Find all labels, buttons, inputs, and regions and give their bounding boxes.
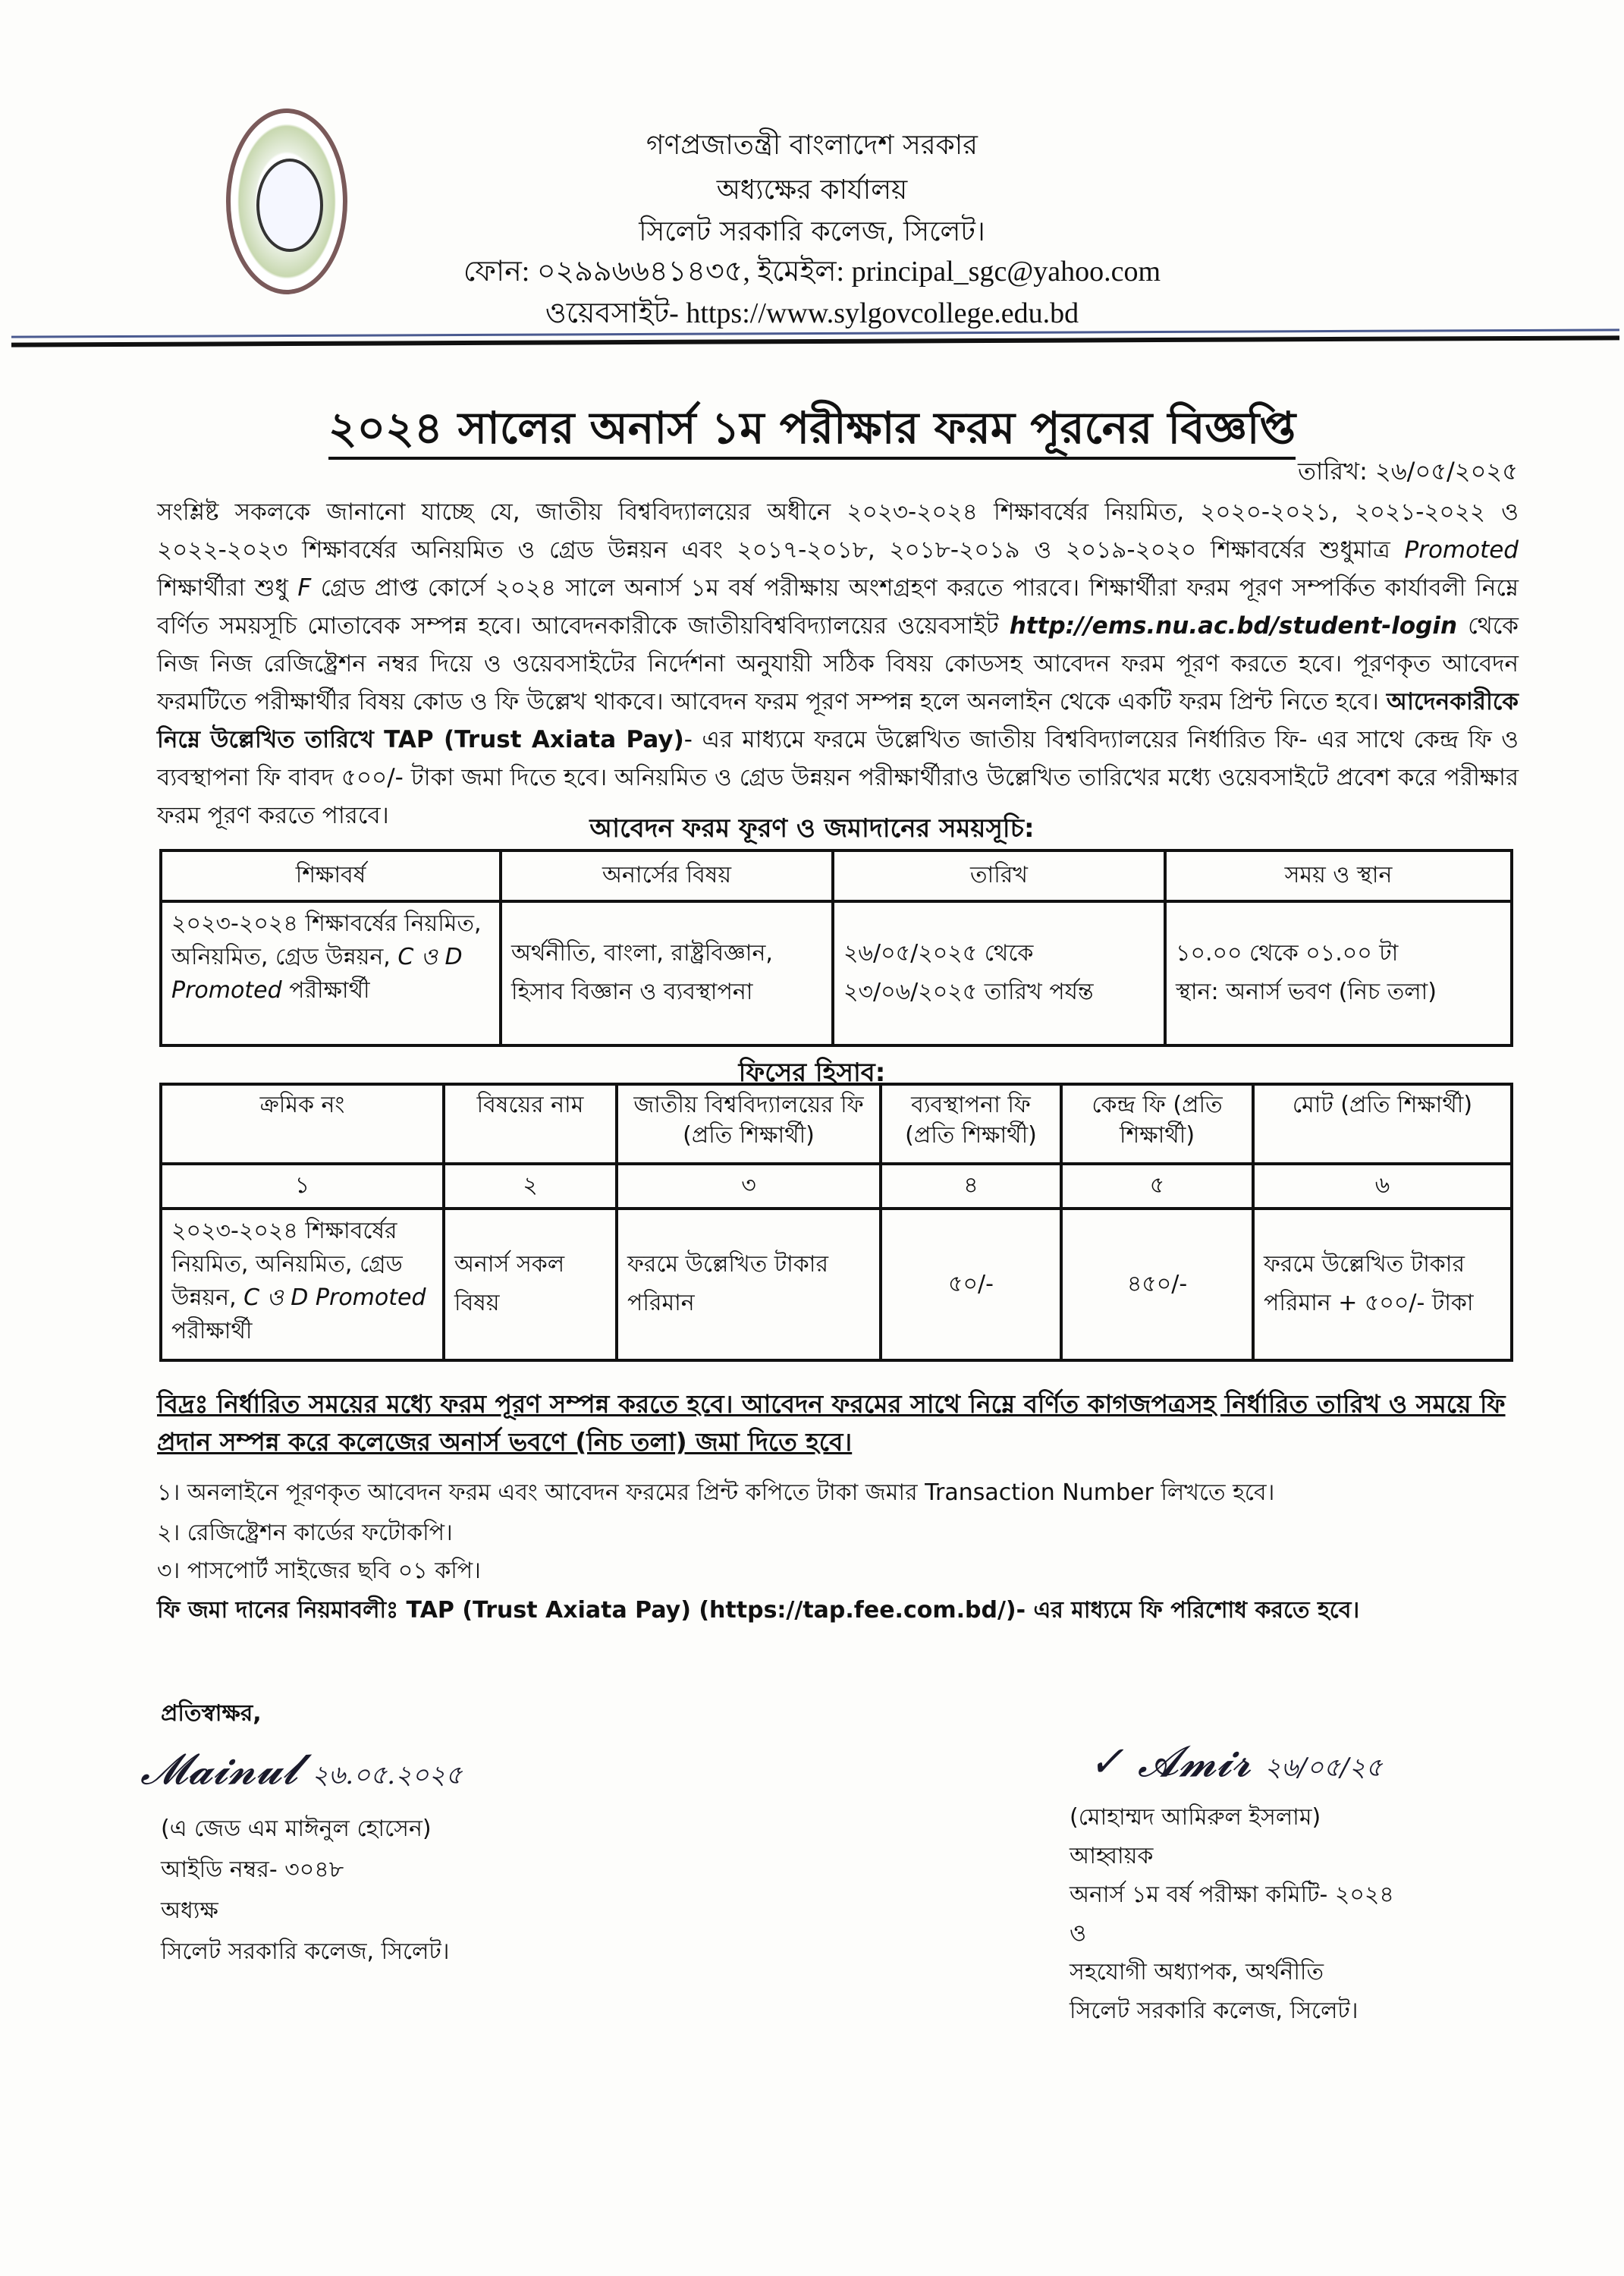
col-number: ৪: [881, 1164, 1061, 1209]
center-fee-cell: ৪৫০/-: [1061, 1209, 1253, 1360]
convener-role: আহ্বায়ক: [1070, 1843, 1154, 1869]
col-header: বিষয়ের নাম: [444, 1084, 617, 1164]
total-fee-cell: ফরমে উল্লেখিত টাকার পরিমান + ৫০০/- টাকা: [1253, 1209, 1512, 1360]
fees-table: [159, 1083, 1513, 1362]
conjunction: ও: [1070, 1920, 1087, 1947]
col-number: ১: [161, 1164, 444, 1209]
table-row: [161, 1209, 1512, 1360]
schedule-caption: আবেদন ফরম ফূরণ ও জমাদানের সময়সূচি:: [589, 813, 1035, 844]
principal-name: (এ জেড এম মাঈনুল হোসেন): [161, 1815, 432, 1842]
notice-body: সংশ্লিষ্ট সকলকে জানানো যাচ্ছে যে, জাতীয় বিশ্ববিদ্যালয়ের অধীনে ২০২৩-২০২৪ শিক্ষাবর্ষের নিয়মিত, ২০২০-২০২১, ২০২১-২০২২ ও ২০২২-২০২৩ শিক্ষাবর্ষের অনিয়মিত ও গ্রেড উন্নয়ন এবং ২০১৭-২০১৮, ২০১৮-২০১৯ ও ২০১৯-২০২০ শিক্ষাবর্ষের শুধুমাত্র Promoted শিক্ষার্থীরা শুধু F গ্রেড প্রাপ্ত কোর্সে ২০২৪ সালে অনার্স ১ম বর্ষ পরীক্ষায় অংশগ্রহণ করতে পারবে। শিক্ষার্থীরা ফরম পূরণ সম্পর্কিত কার্যাবলী নিম্নে বর্ণিত সময়সূচি মোতাবেক সম্পন্ন হবে। আবেদনকারীকে জাতীয়বিশ্ববিদ্যালয়ের ওয়েবসাইট http://ems.nu.ac.bd/student-login থেকে নিজ নিজ রেজিষ্ট্রেশন নম্বর দিয়ে ও ওয়েবসাইটের নির্দেশনা অনুযায়ী সঠিক বিষয় কোডসহ আবেদন ফরম পূরণ করতে হবে। পূরণকৃত আবেদন ফরমটিতে পরীক্ষার্থীর বিষয় কোড ও ফি উল্লেখ থাকবে। আবেদন ফরম পূরণ সম্পন্ন হলে অনলাইন থেকে একটি ফরম প্রিন্ট নিতে হবে। আদেনকারীকে নিম্নে উল্লেখিত তারিখে TAP (Trust Axiata Pay)- এর মাধ্যমে ফরমে উল্লেখিত জাতীয় বিশ্ববিদ্যালয়ের নির্ধারিত ফি- এর সাথে কেন্দ্র ফি ও ব্যবস্থাপনা ফি বাবদ ৫০০/- টাকা জমা দিতে হবে। অনিয়মিত ও গ্রেড উন্নয়ন পরীক্ষার্থীরাও উল্লেখিত তারিখের মধ্যে ওয়েবসাইটে প্রবেশ করে পরীক্ষার ফরম পূরণ করতে পারবে।: [157, 498, 1519, 829]
principal-designation: অধ্যক্ষ: [161, 1897, 218, 1924]
note: বিদ্রঃ নির্ধারিত সময়ের মধ্যে ফরম পূরণ সম্পন্ন করতে হবে। আবেদন ফরমের সাথে নিম্নে বর্ণিত কাগজপত্রসহ নির্ধারিত তারিখ ও সময়ে ফি প্রদান সম্পন্ন করে কলেজের অনার্স ভবণে (নিচ তলা) জমা দিতে হবে।: [157, 1389, 1506, 1457]
document-item: ৩। পাসপোর্ট সাইজের ছবি ০১ কপি।: [157, 1558, 481, 1584]
col-header: ব্যবস্থাপনা ফি (প্রতি শিক্ষার্থী): [881, 1084, 1061, 1164]
convener-name: (মোহাম্মদ আমিরুল ইসলাম): [1070, 1804, 1321, 1831]
convener-signature: ✓ 𝓐𝓶𝓲𝓻 ২৬/০৫/২৫: [1088, 1737, 1383, 1787]
col-number: ৩: [617, 1164, 881, 1209]
notice-title: ২০২৪ সালের অনার্স ১ম পরীক্ষার ফরম পূরনের বিজ্ঞপ্তি: [0, 395, 1624, 468]
office-name: অধ্যক্ষের কার্যালয়: [716, 174, 908, 206]
col-header: জাতীয় বিশ্ববিদ্যালয়ের ফি (প্রতি শিক্ষার্থী): [617, 1084, 881, 1164]
website: ওয়েবসাইট- https://www.sylgovcollege.edu.bd: [545, 297, 1079, 329]
document-item: ১। অনলাইনে পূরণকৃত আবেদন ফরম এবং আবেদন ফরমের প্রিন্ট কপিতে টাকা জমার Transaction Number লিখতে হবে।: [157, 1479, 1275, 1506]
convener-institution: সিলেট সরকারি কলেজ, সিলেট।: [1070, 1998, 1359, 2024]
col-header: সময় ও স্থান: [1165, 850, 1512, 901]
principal-id: আইডি নম্বর- ৩০৪৮: [161, 1856, 344, 1883]
subject-cell: অনার্স সকল বিষয়: [444, 1209, 617, 1360]
col-header: ক্রমিক নং: [161, 1084, 444, 1164]
col-number: ৬: [1253, 1164, 1512, 1209]
session-cell: ২০২৩-২০২৪ শিক্ষাবর্ষের নিয়মিত, অনিয়মিত, গ্রেড উন্নয়ন, C ও D Promoted পরীক্ষার্থী: [161, 1209, 444, 1360]
schedule-table: [159, 849, 1513, 1047]
govt-name: গণপ্রজাতন্ত্রী বাংলাদেশ সরকার: [646, 130, 978, 161]
fees-caption: ফিসের হিসাব:: [738, 1058, 886, 1088]
contact-info: ফোন: ০২৯৯৬৬৪১৪৩৫, ইমেইল: principal_sgc@yahoo.com: [463, 256, 1161, 288]
document-item: ২। রেজিষ্ট্রেশন কার্ডের ফটোকপি।: [157, 1520, 453, 1546]
col-header: মোট (প্রতি শিক্ষার্থী): [1253, 1084, 1512, 1164]
date-cell: ২৬/০৫/২০২৫ থেকে ২৩/০৬/২০২৫ তারিখ পর্যন্ত: [833, 901, 1165, 1045]
convener-committee: অনার্স ১ম বর্ষ পরীক্ষা কমিটি- ২০২৪: [1070, 1881, 1394, 1908]
principal-signature: 𝓜𝓪𝓲𝓷𝓾𝓵 ২৬.০৫.২০২৫: [140, 1745, 463, 1794]
header-divider-thick: [11, 335, 1619, 347]
col-header: শিক্ষাবর্ষ: [161, 850, 501, 901]
col-number: ৫: [1061, 1164, 1253, 1209]
convener-designation: সহযোগী অধ্যাপক, অর্থনীতি: [1070, 1959, 1324, 1985]
col-number: ২: [444, 1164, 617, 1209]
col-header: কেন্দ্র ফি (প্রতি শিক্ষার্থী): [1061, 1084, 1253, 1164]
time-place-cell: ১০.০০ থেকে ০১.০০ টা স্থান: অনার্স ভবণ (নিচ তলা): [1165, 901, 1512, 1045]
col-header: অনার্সের বিষয়: [501, 850, 833, 901]
notice-date: তারিখ: ২৬/০৫/২০২৫: [1298, 457, 1518, 486]
session-cell: ২০২৩-২০২৪ শিক্ষাবর্ষের নিয়মিত, অনিয়মিত, গ্রেড উন্নয়ন, C ও D Promoted পরীক্ষার্থী: [161, 901, 501, 1045]
subjects-cell: অর্থনীতি, বাংলা, রাষ্ট্রবিজ্ঞান, হিসাব বিজ্ঞান ও ব্যবস্থাপনা: [501, 901, 833, 1045]
col-header: তারিখ: [833, 850, 1165, 901]
payment-rule: ফি জমা দানের নিয়মাবলীঃ TAP (Trust Axiata Pay) (https://tap.fee.com.bd/)- এর মাধ্যমে ফি পরিশোধ করতে হবে।: [157, 1597, 1360, 1624]
table-row: [161, 901, 1512, 1045]
principal-institution: সিলেট সরকারি কলেজ, সিলেট।: [161, 1938, 450, 1965]
nu-fee-cell: ফরমে উল্লেখিত টাকার পরিমান: [617, 1209, 881, 1360]
countersign-label: প্রতিস্বাক্ষর,: [161, 1700, 262, 1727]
college-name: সিলেট সরকারি কলেজ, সিলেট।: [639, 216, 985, 247]
management-fee-cell: ৫০/-: [881, 1209, 1061, 1360]
